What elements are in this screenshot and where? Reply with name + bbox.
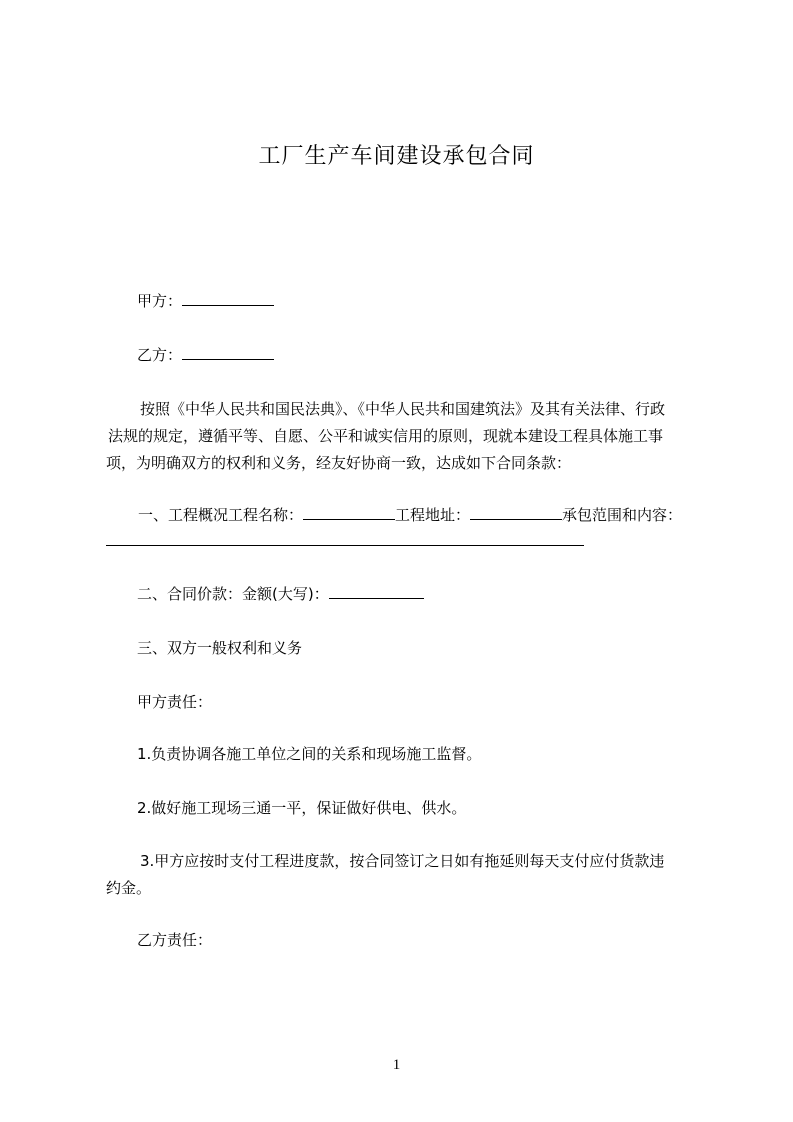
project-address-blank — [470, 505, 562, 520]
party-a-duty-1: 1.负责协调各施工单位之间的关系和现场施工监督。 — [137, 745, 482, 763]
party-a-duties-label: 甲方责任： — [137, 693, 213, 711]
preamble-line-1: 按照《中华人民共和国民法典》、《中华人民共和国建筑法》及其有关法律、行政 — [140, 400, 666, 418]
section2-heading: 二、合同价款：金额(大写)： — [137, 585, 329, 603]
scope-blank — [106, 545, 584, 546]
party-a-duty-2: 2.做好施工现场三通一平，保证做好供电、供水。 — [137, 799, 467, 817]
preamble-line-3: 项，为明确双方的权利和义务，经友好协商一致，达成如下合同条款： — [106, 454, 572, 472]
party-a-line — [137, 290, 274, 312]
section3-heading: 三、双方一般权利和义务 — [137, 639, 303, 657]
party-a-blank — [182, 291, 274, 306]
preamble-line-2: 法规的规定，遵循平等、自愿、公平和诚实信用的原则，现就本建设工程具体施工事 — [108, 427, 664, 445]
scope-label: 承包范围和内容： — [562, 506, 683, 524]
party-a-label: 甲方： — [137, 292, 183, 310]
project-address-label: 工程地址： — [395, 506, 471, 524]
document-title: 工厂生产车间建设承包合同 — [258, 144, 535, 169]
party-b-blank — [182, 345, 274, 360]
section1-line — [138, 504, 682, 526]
party-b-line — [137, 344, 274, 366]
party-b-duties-label: 乙方责任： — [137, 931, 213, 949]
page-number: 1 — [392, 1057, 401, 1073]
amount-blank — [329, 584, 424, 599]
project-name-blank — [303, 505, 395, 520]
party-b-label: 乙方： — [137, 346, 183, 364]
section2-line — [137, 583, 424, 605]
party-a-duty-3-cont: 约金。 — [106, 879, 152, 897]
party-a-duty-3: 3.甲方应按时支付工程进度款，按合同签订之日如有拖延则每天支付应付货款违 — [140, 852, 665, 870]
section1-heading: 一、工程概况工程名称： — [138, 506, 304, 524]
